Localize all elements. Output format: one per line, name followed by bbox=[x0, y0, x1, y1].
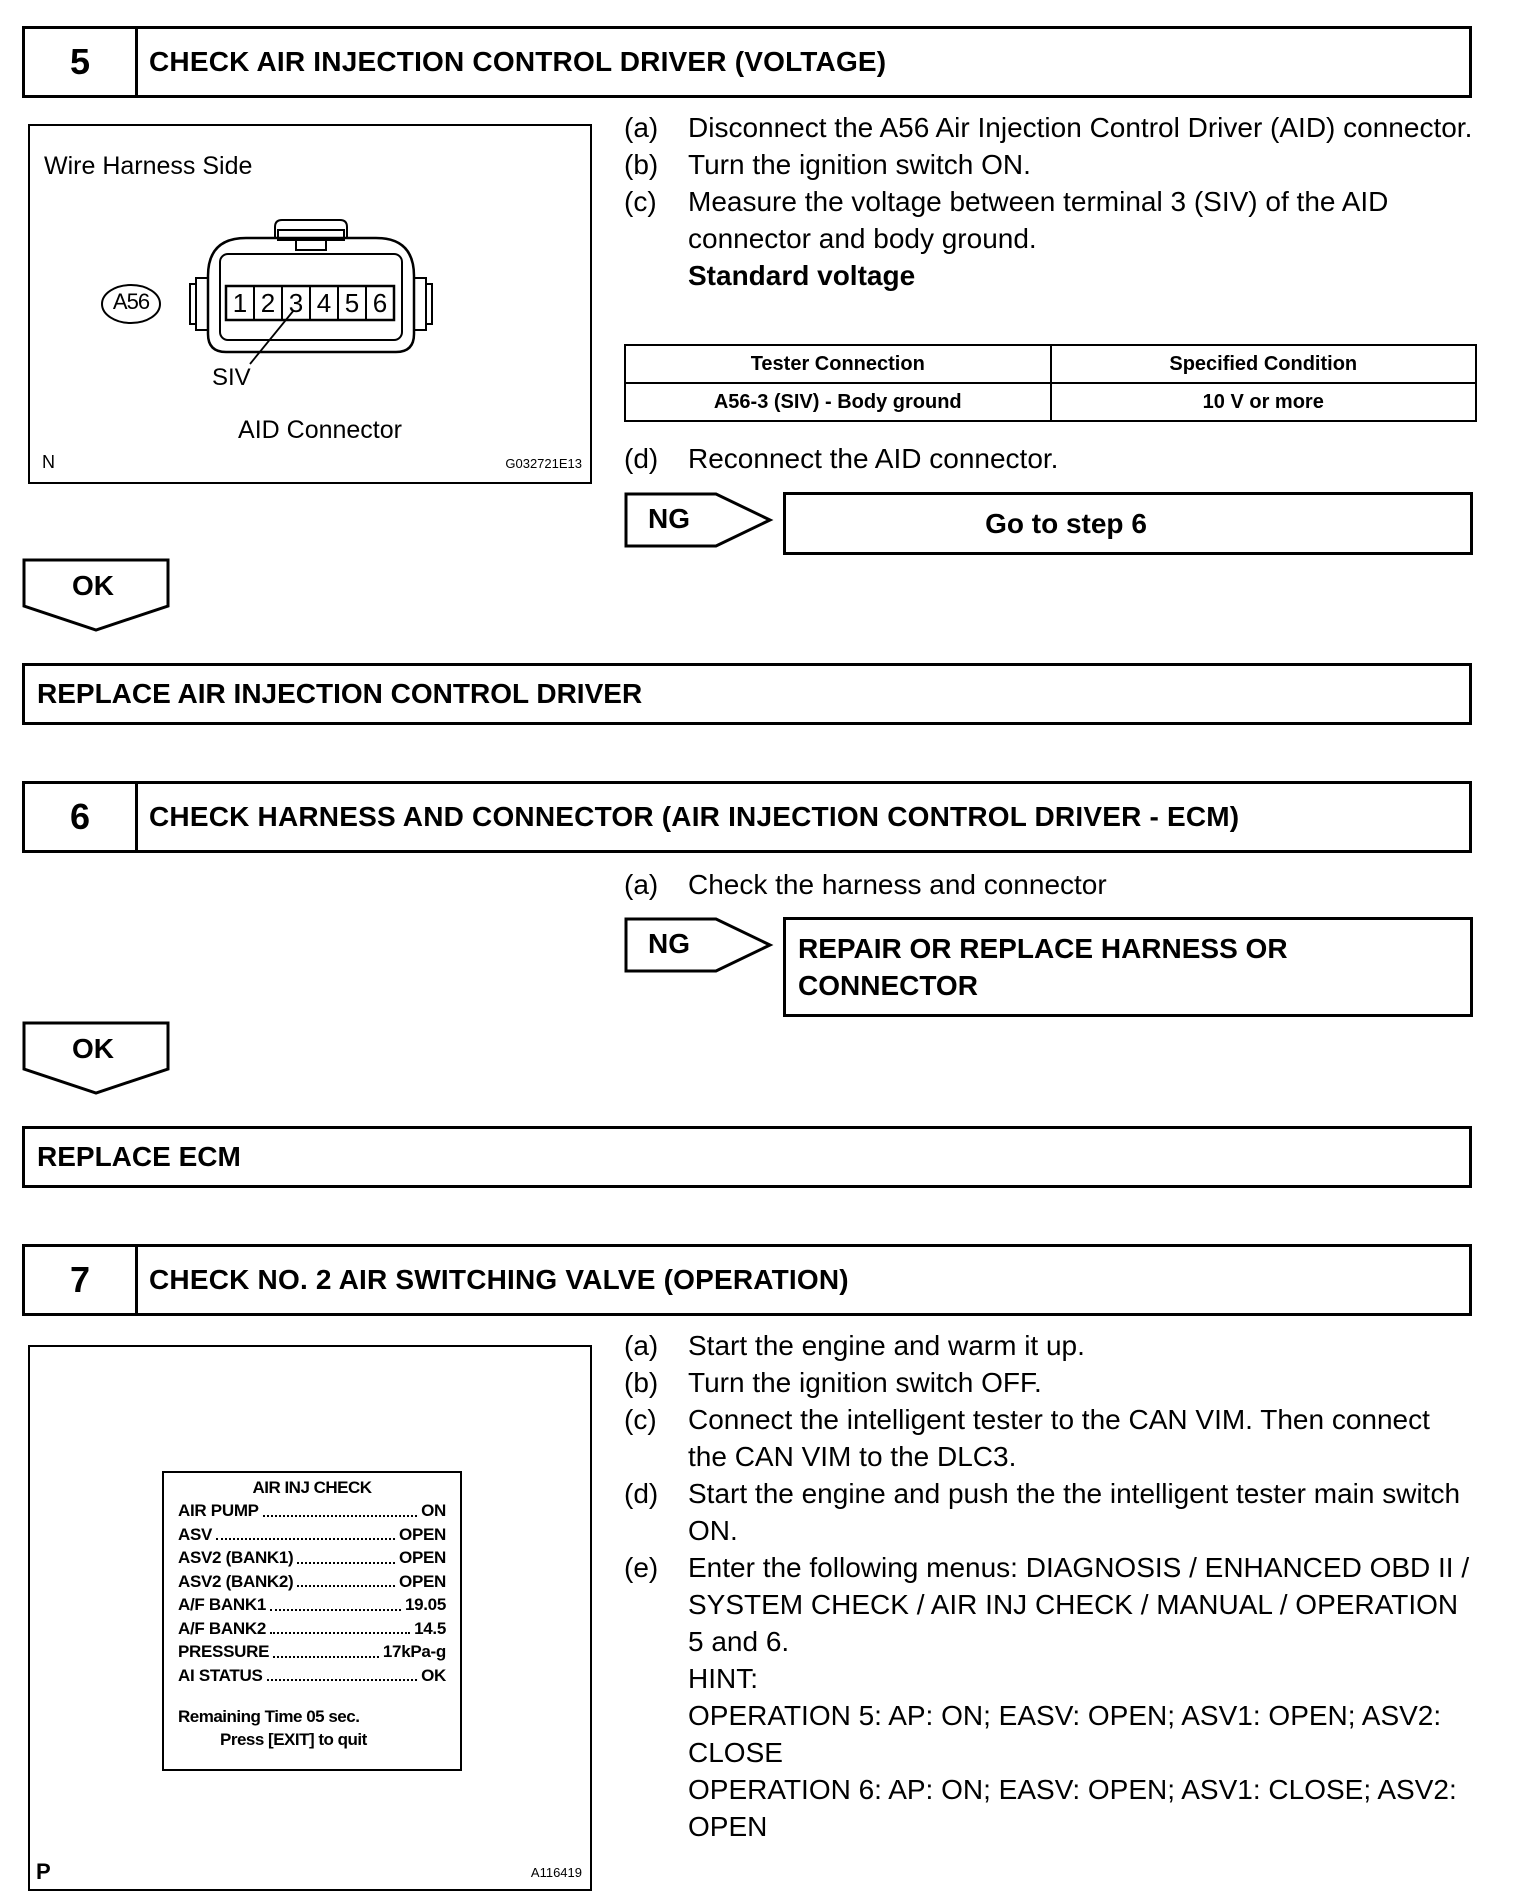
pin-2: 2 bbox=[260, 288, 276, 318]
screen-row: ASV OPEN bbox=[178, 1524, 446, 1544]
instruction-item: (d) Start the engine and push the the intelligent tester main switch ON. bbox=[624, 1478, 1461, 1546]
connector-id-label: A56 bbox=[112, 289, 150, 314]
instruction-item: (c) Connect the intelligent tester to the CAN VIM. Then connect the CAN VIM to the DLC3. bbox=[624, 1404, 1430, 1472]
screen-row: ASV2 (BANK1) OPEN bbox=[178, 1548, 446, 1567]
ng-arrow bbox=[624, 492, 774, 552]
table-cell: 10 V or more bbox=[1051, 383, 1477, 421]
step7-title: CHECK NO. 2 AIR SWITCHING VALVE (OPERATION) bbox=[149, 1264, 849, 1295]
instruction-item: (b) Turn the ignition switch OFF. bbox=[624, 1367, 1042, 1398]
pin-3: 3 bbox=[288, 288, 304, 318]
action-text: REPLACE AIR INJECTION CONTROL DRIVER bbox=[37, 678, 643, 709]
screen-row: PRESSURE 17kPa-g bbox=[178, 1642, 446, 1661]
action-text: REPLACE ECM bbox=[37, 1141, 241, 1172]
pin-5: 5 bbox=[344, 288, 360, 318]
ng-result-box bbox=[783, 492, 1473, 555]
step7-figure bbox=[28, 1345, 592, 1891]
ok-label: OK bbox=[72, 570, 114, 601]
figure-caption: AID Connector bbox=[238, 416, 402, 444]
instruction-item: (a) Check the harness and connector bbox=[624, 869, 1107, 900]
standard-voltage-title: Standard voltage bbox=[688, 260, 916, 291]
ok-label: OK bbox=[72, 1033, 114, 1064]
pin-4: 4 bbox=[316, 288, 332, 318]
ng-result-text: Go to step 6 bbox=[985, 507, 1147, 539]
ng-label: NG bbox=[648, 928, 690, 959]
screen-row: A/F BANK1 19.05 bbox=[178, 1595, 446, 1614]
ng-arrow bbox=[624, 917, 774, 977]
instruction-item: (a) Disconnect the A56 Air Injection Control Driver (AID) connector. bbox=[624, 112, 1473, 143]
figure-header: Wire Harness Side bbox=[44, 152, 253, 180]
table-header: Tester Connection bbox=[625, 345, 1051, 383]
instruction-item: (b) Turn the ignition switch ON. bbox=[624, 149, 1031, 180]
screen-title: AIR INJ CHECK bbox=[252, 1478, 372, 1497]
step6-number: 6 bbox=[25, 784, 138, 850]
pin-siv-label: SIV bbox=[212, 364, 251, 391]
step5-instruction-d: (d) Reconnect the AID connector. bbox=[624, 443, 1059, 474]
instruction-item: (c) Measure the voltage between terminal 3 (SIV) of the AID connector and body ground. bbox=[624, 186, 1389, 254]
screen-exit: Press [EXIT] to quit bbox=[220, 1730, 367, 1749]
step6-title: CHECK HARNESS AND CONNECTOR (AIR INJECTION CONTROL DRIVER - ECM) bbox=[149, 801, 1240, 832]
step7-header bbox=[22, 1244, 1472, 1316]
hint-line: OPERATION 6: AP: ON; EASV: OPEN; ASV1: CLOSE; ASV2: OPEN bbox=[688, 1774, 1457, 1842]
ng-result-text: CONNECTOR bbox=[798, 970, 978, 1001]
pin-6: 6 bbox=[372, 288, 388, 318]
figure-code: A116419 bbox=[530, 1865, 582, 1880]
figure-corner-letter: N bbox=[42, 452, 55, 472]
screen-row: AIR PUMP ON bbox=[178, 1501, 446, 1520]
step5-number: 5 bbox=[25, 29, 138, 95]
ng-result-text: REPAIR OR REPLACE HARNESS OR bbox=[798, 933, 1288, 964]
step6-header bbox=[22, 781, 1472, 853]
instruction-item: (e) Enter the following menus: DIAGNOSIS / ENHANCED OBD II / SYSTEM CHECK / AIR INJ CHECK / MANUAL / OPERATION 5 and 6. bbox=[624, 1552, 1470, 1657]
step5-title: CHECK AIR INJECTION CONTROL DRIVER (VOLTAGE) bbox=[149, 46, 887, 77]
hint-label: HINT: bbox=[688, 1663, 758, 1694]
step6-action-box bbox=[22, 1126, 1472, 1188]
screen-remaining: Remaining Time 05 sec. bbox=[178, 1707, 360, 1726]
ng-label: NG bbox=[648, 503, 690, 534]
table-header: Specified Condition bbox=[1051, 345, 1477, 383]
step5-header bbox=[22, 26, 1472, 98]
step5-figure bbox=[28, 124, 592, 484]
hint-line: OPERATION 5: AP: ON; EASV: OPEN; ASV1: OPEN; ASV2: CLOSE bbox=[688, 1700, 1442, 1768]
table-cell: A56-3 (SIV) - Body ground bbox=[625, 383, 1051, 421]
figure-code: G032721E13 bbox=[505, 456, 582, 471]
step7-number: 7 bbox=[25, 1247, 138, 1313]
figure-corner-letter: P bbox=[36, 1859, 51, 1884]
instruction-item: (a) Start the engine and warm it up. bbox=[624, 1330, 1085, 1361]
step5-instructions bbox=[624, 109, 1474, 294]
screen-row: ASV2 (BANK2) OPEN bbox=[178, 1571, 446, 1591]
step6-instructions bbox=[624, 866, 1474, 903]
step7-instructions bbox=[624, 1327, 1474, 1845]
pin-1: 1 bbox=[232, 288, 248, 318]
connector-pins bbox=[226, 286, 394, 320]
screen-row: A/F BANK2 14.5 bbox=[178, 1618, 446, 1638]
ng-result-box bbox=[783, 917, 1473, 1017]
screen-row: AI STATUS OK bbox=[178, 1665, 446, 1685]
spec-table bbox=[624, 344, 1477, 422]
tester-screen bbox=[162, 1471, 462, 1771]
step5-action-box bbox=[22, 663, 1472, 725]
